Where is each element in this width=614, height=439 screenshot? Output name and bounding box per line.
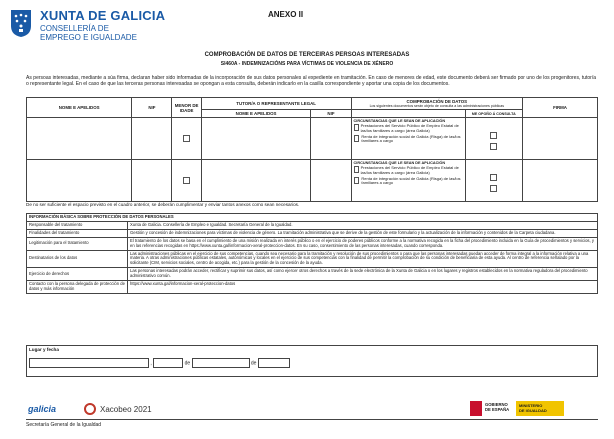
comma-sep: , [150, 360, 152, 367]
circ2-label: Renta de integración social de Galicia (Risga) de las/los familiares a cargo [361, 175, 461, 186]
privacy-table [26, 213, 598, 294]
logo-sub-line2: EMPREGO E IGUALDADE [40, 33, 137, 42]
cell-sign[interactable] [523, 118, 598, 160]
place-field[interactable] [29, 358, 152, 368]
space-note: De no ser suficiente el espacio previsto en el cuadro anterior, se deberán cumplimentar y enviar tantos anexos como sean necesarios. [26, 202, 300, 207]
oppose1-checkbox[interactable] [490, 174, 497, 181]
col-nif: NIF [132, 98, 172, 118]
cell-tutor-name[interactable] [201, 118, 311, 160]
de-label-2: de [250, 360, 257, 367]
privacy-row [27, 281, 598, 294]
cell-sign[interactable] [523, 160, 598, 202]
galicia-logo: galicia [28, 404, 57, 414]
privacy-value: https://www.xunta.gal/informacion-xeral-proteccion-datos [128, 281, 598, 294]
cell-tutor-name[interactable] [201, 160, 311, 202]
gob-line2: DE ESPAÑA [485, 407, 510, 412]
day-field[interactable] [153, 358, 183, 368]
ministry-line1: MINISTERIO [519, 403, 543, 408]
year-field[interactable] [258, 358, 290, 368]
circ1-checkbox[interactable] [354, 124, 359, 131]
cell-tutor-nif[interactable] [311, 160, 351, 202]
minor-checkbox[interactable] [183, 135, 190, 142]
circ2-checkbox[interactable] [354, 135, 360, 142]
ministry-line2: DE IGUALDAD [519, 408, 547, 413]
circ2-label: Renta de integración social de Galicia (Risga) de las/los familiares a cargo [361, 133, 461, 144]
col-check-title: COMPROBACIÓN DE DATOS [406, 99, 468, 104]
privacy-row [27, 237, 598, 250]
ministry-logo [516, 401, 564, 416]
privacy-row [27, 229, 598, 237]
privacy-row [27, 221, 598, 229]
col-tutor-name: NOME E APELIDOS [201, 110, 311, 118]
annex-label: ANEXO II [268, 10, 304, 19]
privacy-value: Xunta de Galicia. Consellería de Empleo e Igualdad. Secretaría General de la Igualdad. [128, 221, 598, 229]
document-subtitle: SI460A - INDEMNIZACIÓNS PARA VÍCTIMAS DE VIOLENCIA DE XÉNERO [220, 61, 394, 67]
circ2-checkbox[interactable] [354, 177, 360, 184]
third-parties-table [26, 97, 598, 202]
xacobeo-logo: Xacobeo 2021 [100, 405, 152, 414]
col-tutor: TUTOR/A O REPRESENTANTE LEGAL [201, 98, 351, 110]
intro-text: As persoas interesadas, mediante a súa firma, declaran haber sido informadas de la incorporación de sus datos personales al expediente en tramitación. En caso de menores de edad, este documento deberá ser firmado por uno de los progenitores, tutor/a o representante legal. En el caso de que las terceras personas interesadas se opongan a esta consulta, deberán indicarlo en la casilla correspondiente y aportar una copia de los documentos. [26, 75, 596, 87]
logo-title: XUNTA DE GALICIA [40, 8, 166, 23]
logo-subtitle [40, 24, 137, 42]
privacy-key: Finalidades del tratamiento [27, 229, 128, 237]
circ1-label: Prestaciones del Servicio Público de Empleo Estatal de las/los familiares a cargo (área Galicia) [360, 165, 459, 175]
place-date-label: Lugar y fecha [29, 347, 59, 352]
footer-logos [26, 401, 598, 419]
col-check-docs [351, 110, 465, 118]
gobierno-logo [485, 402, 509, 412]
col-check-sub: Los siguientes documentos serán objeto de consulta a las administraciones públicas [369, 104, 505, 108]
footer-text: Secretaría General de la Igualdad [26, 422, 102, 428]
table-row [27, 118, 598, 160]
col-minor: MENOR DE IDADE [172, 98, 201, 118]
col-tutor-nif: NIF [311, 110, 351, 118]
circumstances-title: CIRCUNSTANCIAS QUE LE SEAN DE APLICACIÓN [353, 161, 446, 165]
footer-divider [26, 419, 598, 420]
circumstances-title: CIRCUNSTANCIAS QUE LE SEAN DE APLICACIÓN [353, 119, 446, 123]
oppose2-checkbox[interactable] [490, 143, 497, 150]
col-name: NOME E APELIDOS [27, 98, 132, 118]
privacy-row [27, 268, 598, 281]
privacy-value: El tratamiento de los datos se basa en el cumplimiento de una misión realizada en interés público o en el ejercicio de poderes públicos conforme a la normativa recogida en la ficha del procedimiento incluida en la Guía de procedimientos y servicios, y en las referencias recogidas en https://www.xunta.gal/informacion-xeral-proteccion-datos. En su caso, consentimiento de las personas interesadas, cuando corresponda. [128, 237, 598, 250]
circ1-label: Prestaciones del Servicio Público de Empleo Estatal de las/los familiares a cargo (área Galicia) [360, 123, 459, 133]
cell-nif[interactable] [132, 160, 172, 202]
document-title: COMPROBACIÓN DE DATOS DE TERCEIRAS PERSOAS INTERESADAS [204, 52, 410, 58]
table-row [27, 160, 598, 202]
privacy-value: Las personas interesadas podrán acceder, rectificar y suprimir sus datos, así como ejercer otros derechos a través de la sede electrónica de la Xunta de Galicia o en los lugares y registros establecidos en la normativa reguladora del procedimiento administrativo común. [128, 268, 598, 281]
cell-tutor-nif[interactable] [311, 118, 351, 160]
oppose1-checkbox[interactable] [490, 132, 497, 139]
cell-name[interactable] [27, 118, 132, 160]
logo-sub-line1: CONSELLERÍA DE [40, 24, 109, 33]
privacy-title: INFORMACIÓN BÁSICA SOBRE PROTECCIÓN DE DATOS PERSONALES [27, 214, 598, 222]
privacy-value: Las administraciones públicas en el ejercicio de sus competencias, cuando sea necesario para la tramitación y resolución de sus procedimientos o para que las personas interesadas puedan acceder de forma integral a la información relativa a una materia. A otras administraciones públicas estatales, autonómicas y locales en el ejercicio de sus competencias con la finalidad de permitir la comprobación de su condición de beneficiaria de esta ayuda. Al centro de referencia señalado por la solicitante (CIM, servicios sociales, centro de acogida, etc.) para la gestión de la concesión de la ayuda. [128, 250, 598, 268]
privacy-key: Responsable del tratamiento [27, 221, 128, 229]
col-check [351, 98, 523, 110]
privacy-value: Gestión y concesión de indemnizaciones para víctimas de violencia de género. La tramitación administrativa que se derive de la gestión de este formulario y la actualización de la información y contenidos de la Carpeta ciudadana. [128, 229, 598, 237]
col-oppose: ME OPOÑO Á CONSULTA [465, 110, 523, 118]
cell-nif[interactable] [132, 118, 172, 160]
privacy-row [27, 250, 598, 268]
privacy-key: Ejercicio de derechos [27, 268, 128, 281]
month-field[interactable] [192, 358, 250, 368]
spain-coat-icon [470, 401, 482, 416]
privacy-key: Destinatarios de los datos [27, 250, 128, 268]
oppose2-checkbox[interactable] [490, 185, 497, 192]
minor-checkbox[interactable] [183, 177, 190, 184]
de-label-1: de [184, 360, 191, 367]
cell-name[interactable] [27, 160, 132, 202]
galicia-shield-icon [10, 8, 32, 38]
xunta-logo [10, 8, 210, 52]
privacy-key: Legitimación para el tratamiento [27, 237, 128, 250]
place-date-box [26, 345, 598, 377]
privacy-key: Contacto con la persona delegada de protección de datos y más información [27, 281, 128, 294]
xacobeo-icon [84, 403, 96, 415]
gob-line1: GOBIERNO [485, 402, 508, 407]
circ1-checkbox[interactable] [354, 166, 359, 173]
col-sign: FIRMA [523, 98, 598, 118]
